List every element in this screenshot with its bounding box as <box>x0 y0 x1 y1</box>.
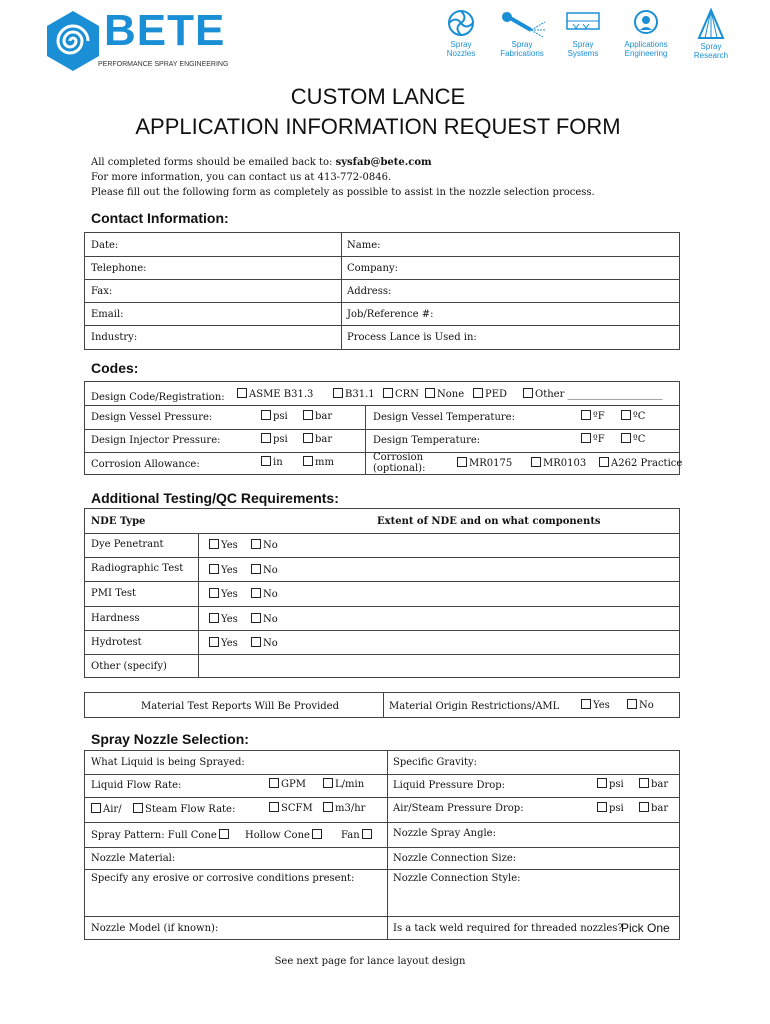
spray-angle-field[interactable]: Nozzle Spray Angle: <box>393 828 496 839</box>
lmin-checkbox[interactable]: L/min <box>323 778 364 790</box>
spray-table <box>84 750 680 940</box>
spray-system-icon <box>565 8 601 38</box>
company-field[interactable]: Company: <box>347 263 398 274</box>
brand-tagline: PERFORMANCE SPRAY ENGINEERING <box>98 61 229 68</box>
testing-heading: Additional Testing/QC Requirements: <box>91 490 339 506</box>
design-f-checkbox[interactable]: ºF <box>581 433 605 445</box>
aspd-psi-checkbox[interactable]: psi <box>597 802 624 814</box>
mr0175-checkbox[interactable]: MR0175 <box>457 457 512 469</box>
nozzle-model-field[interactable]: Nozzle Model (if known): <box>91 923 219 934</box>
contact-table <box>84 232 680 350</box>
a262-checkbox[interactable]: A262 Practice <box>599 457 682 469</box>
crn-checkbox[interactable]: CRN <box>383 388 419 400</box>
brand-name: BETE <box>104 6 226 55</box>
origin-yes-checkbox[interactable]: Yes <box>581 699 610 711</box>
spray-cone-icon <box>696 8 726 40</box>
b311-checkbox[interactable]: B31.1 <box>333 388 375 400</box>
steam-checkbox[interactable]: Steam Flow Rate: <box>133 803 235 815</box>
other-test-label: Other (specify) <box>91 661 167 672</box>
nav-spray-fabrications[interactable]: Spray Fabrications <box>492 8 552 58</box>
asme-checkbox[interactable]: ASME B31.3 <box>237 388 313 400</box>
corrosion-optional-label: Corrosion (optional): <box>373 452 426 474</box>
vessel-f-checkbox[interactable]: ºF <box>581 410 605 422</box>
job-reference-field[interactable]: Job/Reference #: <box>347 309 434 320</box>
bete-hex-spiral-icon <box>42 10 104 72</box>
nde-table <box>84 508 680 678</box>
erosive-conditions-field[interactable]: Specify any erosive or corrosive conditions present: <box>91 873 355 884</box>
hydro-no-checkbox[interactable]: No <box>251 637 278 649</box>
connection-style-field[interactable]: Nozzle Connection Style: <box>393 873 521 884</box>
aspd-bar-checkbox[interactable]: bar <box>639 802 668 814</box>
lpd-psi-checkbox[interactable]: psi <box>597 778 624 790</box>
design-temp-label: Design Temperature: <box>373 435 481 446</box>
injector-psi-checkbox[interactable]: psi <box>261 433 288 445</box>
nav-spray-systems[interactable]: Spray Systems <box>556 8 610 58</box>
fan-checkbox[interactable]: Fan <box>341 829 374 841</box>
nde-type-header: NDE Type <box>91 516 146 527</box>
hardness-yes-checkbox[interactable]: Yes <box>209 613 238 625</box>
tack-weld-label: Is a tack weld required for threaded nozzles? <box>393 923 623 934</box>
rt-no-checkbox[interactable]: No <box>251 564 278 576</box>
specific-gravity-field[interactable]: Specific Gravity: <box>393 757 478 768</box>
hollow-cone-checkbox[interactable]: Hollow Cone <box>245 829 324 841</box>
nav-spray-nozzles[interactable]: Spray Nozzles <box>436 8 486 58</box>
other-code-checkbox[interactable]: Other ___________________ <box>523 388 663 400</box>
vessel-pressure-label: Design Vessel Pressure: <box>91 412 213 423</box>
vessel-temp-label: Design Vessel Temperature: <box>373 412 515 423</box>
dye-no-checkbox[interactable]: No <box>251 539 278 551</box>
corrosion-in-checkbox[interactable]: in <box>261 456 283 468</box>
vessel-c-checkbox[interactable]: ºC <box>621 410 645 422</box>
corrosion-mm-checkbox[interactable]: mm <box>303 456 334 468</box>
nav-spray-research[interactable]: Spray Research <box>688 8 734 60</box>
lpd-bar-checkbox[interactable]: bar <box>639 778 668 790</box>
pmi-yes-checkbox[interactable]: Yes <box>209 588 238 600</box>
contact-email[interactable]: sysfab@bete.com <box>335 157 432 168</box>
air-checkbox[interactable]: Air/ <box>91 803 122 815</box>
scfm-checkbox[interactable]: SCFM <box>269 802 313 814</box>
ped-checkbox[interactable]: PED <box>473 388 507 400</box>
injector-bar-checkbox[interactable]: bar <box>303 433 332 445</box>
rt-yes-checkbox[interactable]: Yes <box>209 564 238 576</box>
mr0103-checkbox[interactable]: MR0103 <box>531 457 586 469</box>
m3hr-checkbox[interactable]: m3/hr <box>323 802 365 814</box>
fax-field[interactable]: Fax: <box>91 286 113 297</box>
gear-head-icon <box>631 8 661 38</box>
email-field[interactable]: Email: <box>91 309 124 320</box>
flow-rate-label: Liquid Flow Rate: <box>91 780 182 791</box>
connection-size-field[interactable]: Nozzle Connection Size: <box>393 853 517 864</box>
lance-fabrication-icon <box>497 8 547 38</box>
spray-heading: Spray Nozzle Selection: <box>91 731 249 747</box>
liquid-sprayed-field[interactable]: What Liquid is being Sprayed: <box>91 757 245 768</box>
injector-pressure-label: Design Injector Pressure: <box>91 435 221 446</box>
codes-table <box>84 381 683 475</box>
nozzle-material-field[interactable]: Nozzle Material: <box>91 853 176 864</box>
liquid-pressure-drop-label: Liquid Pressure Drop: <box>393 780 506 791</box>
page-title: CUSTOM LANCE APPLICATION INFORMATION REQUEST FORM <box>135 84 621 139</box>
origin-label: Material Origin Restrictions/AML <box>389 701 560 712</box>
dye-penetrant-label: Dye Penetrant <box>91 539 164 550</box>
spiral-nozzle-icon <box>446 8 476 38</box>
nde-extent-header: Extent of NDE and on what components <box>377 516 601 527</box>
telephone-field[interactable]: Telephone: <box>91 263 147 274</box>
corrosion-allowance-label: Corrosion Allowance: <box>91 459 200 470</box>
pmi-label: PMI Test <box>91 588 137 599</box>
intro-text: All completed forms should be emailed back to: sysfab@bete.com For more information, you can contact us at 413-772-0846. Please fill out the following form as completely as possible to assist in the nozzle selection process. <box>91 157 595 198</box>
design-code-label: Design Code/Registration: <box>91 392 225 403</box>
process-field[interactable]: Process Lance is Used in: <box>347 332 477 343</box>
hydrotest-label: Hydrotest <box>91 637 142 648</box>
date-field[interactable]: Date: <box>91 240 119 251</box>
hardness-label: Hardness <box>91 613 140 624</box>
industry-field[interactable]: Industry: <box>91 332 138 343</box>
contact-heading: Contact Information: <box>91 210 229 226</box>
footer-note: See next page for lance layout design <box>274 956 466 967</box>
hydro-yes-checkbox[interactable]: Yes <box>209 637 238 649</box>
none-checkbox[interactable]: None <box>425 388 464 400</box>
codes-heading: Codes: <box>91 360 139 376</box>
vessel-bar-checkbox[interactable]: bar <box>303 410 332 422</box>
full-cone-checkbox[interactable]: Spray Pattern: Full Cone <box>91 829 231 841</box>
mtr-table <box>84 692 680 718</box>
design-c-checkbox[interactable]: ºC <box>621 433 645 445</box>
dye-yes-checkbox[interactable]: Yes <box>209 539 238 551</box>
nav-applications-engineering[interactable]: Applications Engineering <box>618 8 674 58</box>
gpm-checkbox[interactable]: GPM <box>269 778 306 790</box>
bete-logo <box>42 6 232 72</box>
mtr-label: Material Test Reports Will Be Provided <box>141 701 339 712</box>
tack-weld-select[interactable]: Pick One <box>621 921 670 935</box>
origin-no-checkbox[interactable]: No <box>627 699 654 711</box>
vessel-psi-checkbox[interactable]: psi <box>261 410 288 422</box>
address-field[interactable]: Address: <box>347 286 392 297</box>
name-field[interactable]: Name: <box>347 240 381 251</box>
pmi-no-checkbox[interactable]: No <box>251 588 278 600</box>
air-steam-pressure-drop-label: Air/Steam Pressure Drop: <box>393 803 524 814</box>
radiographic-label: Radiographic Test <box>91 563 184 574</box>
hardness-no-checkbox[interactable]: No <box>251 613 278 625</box>
